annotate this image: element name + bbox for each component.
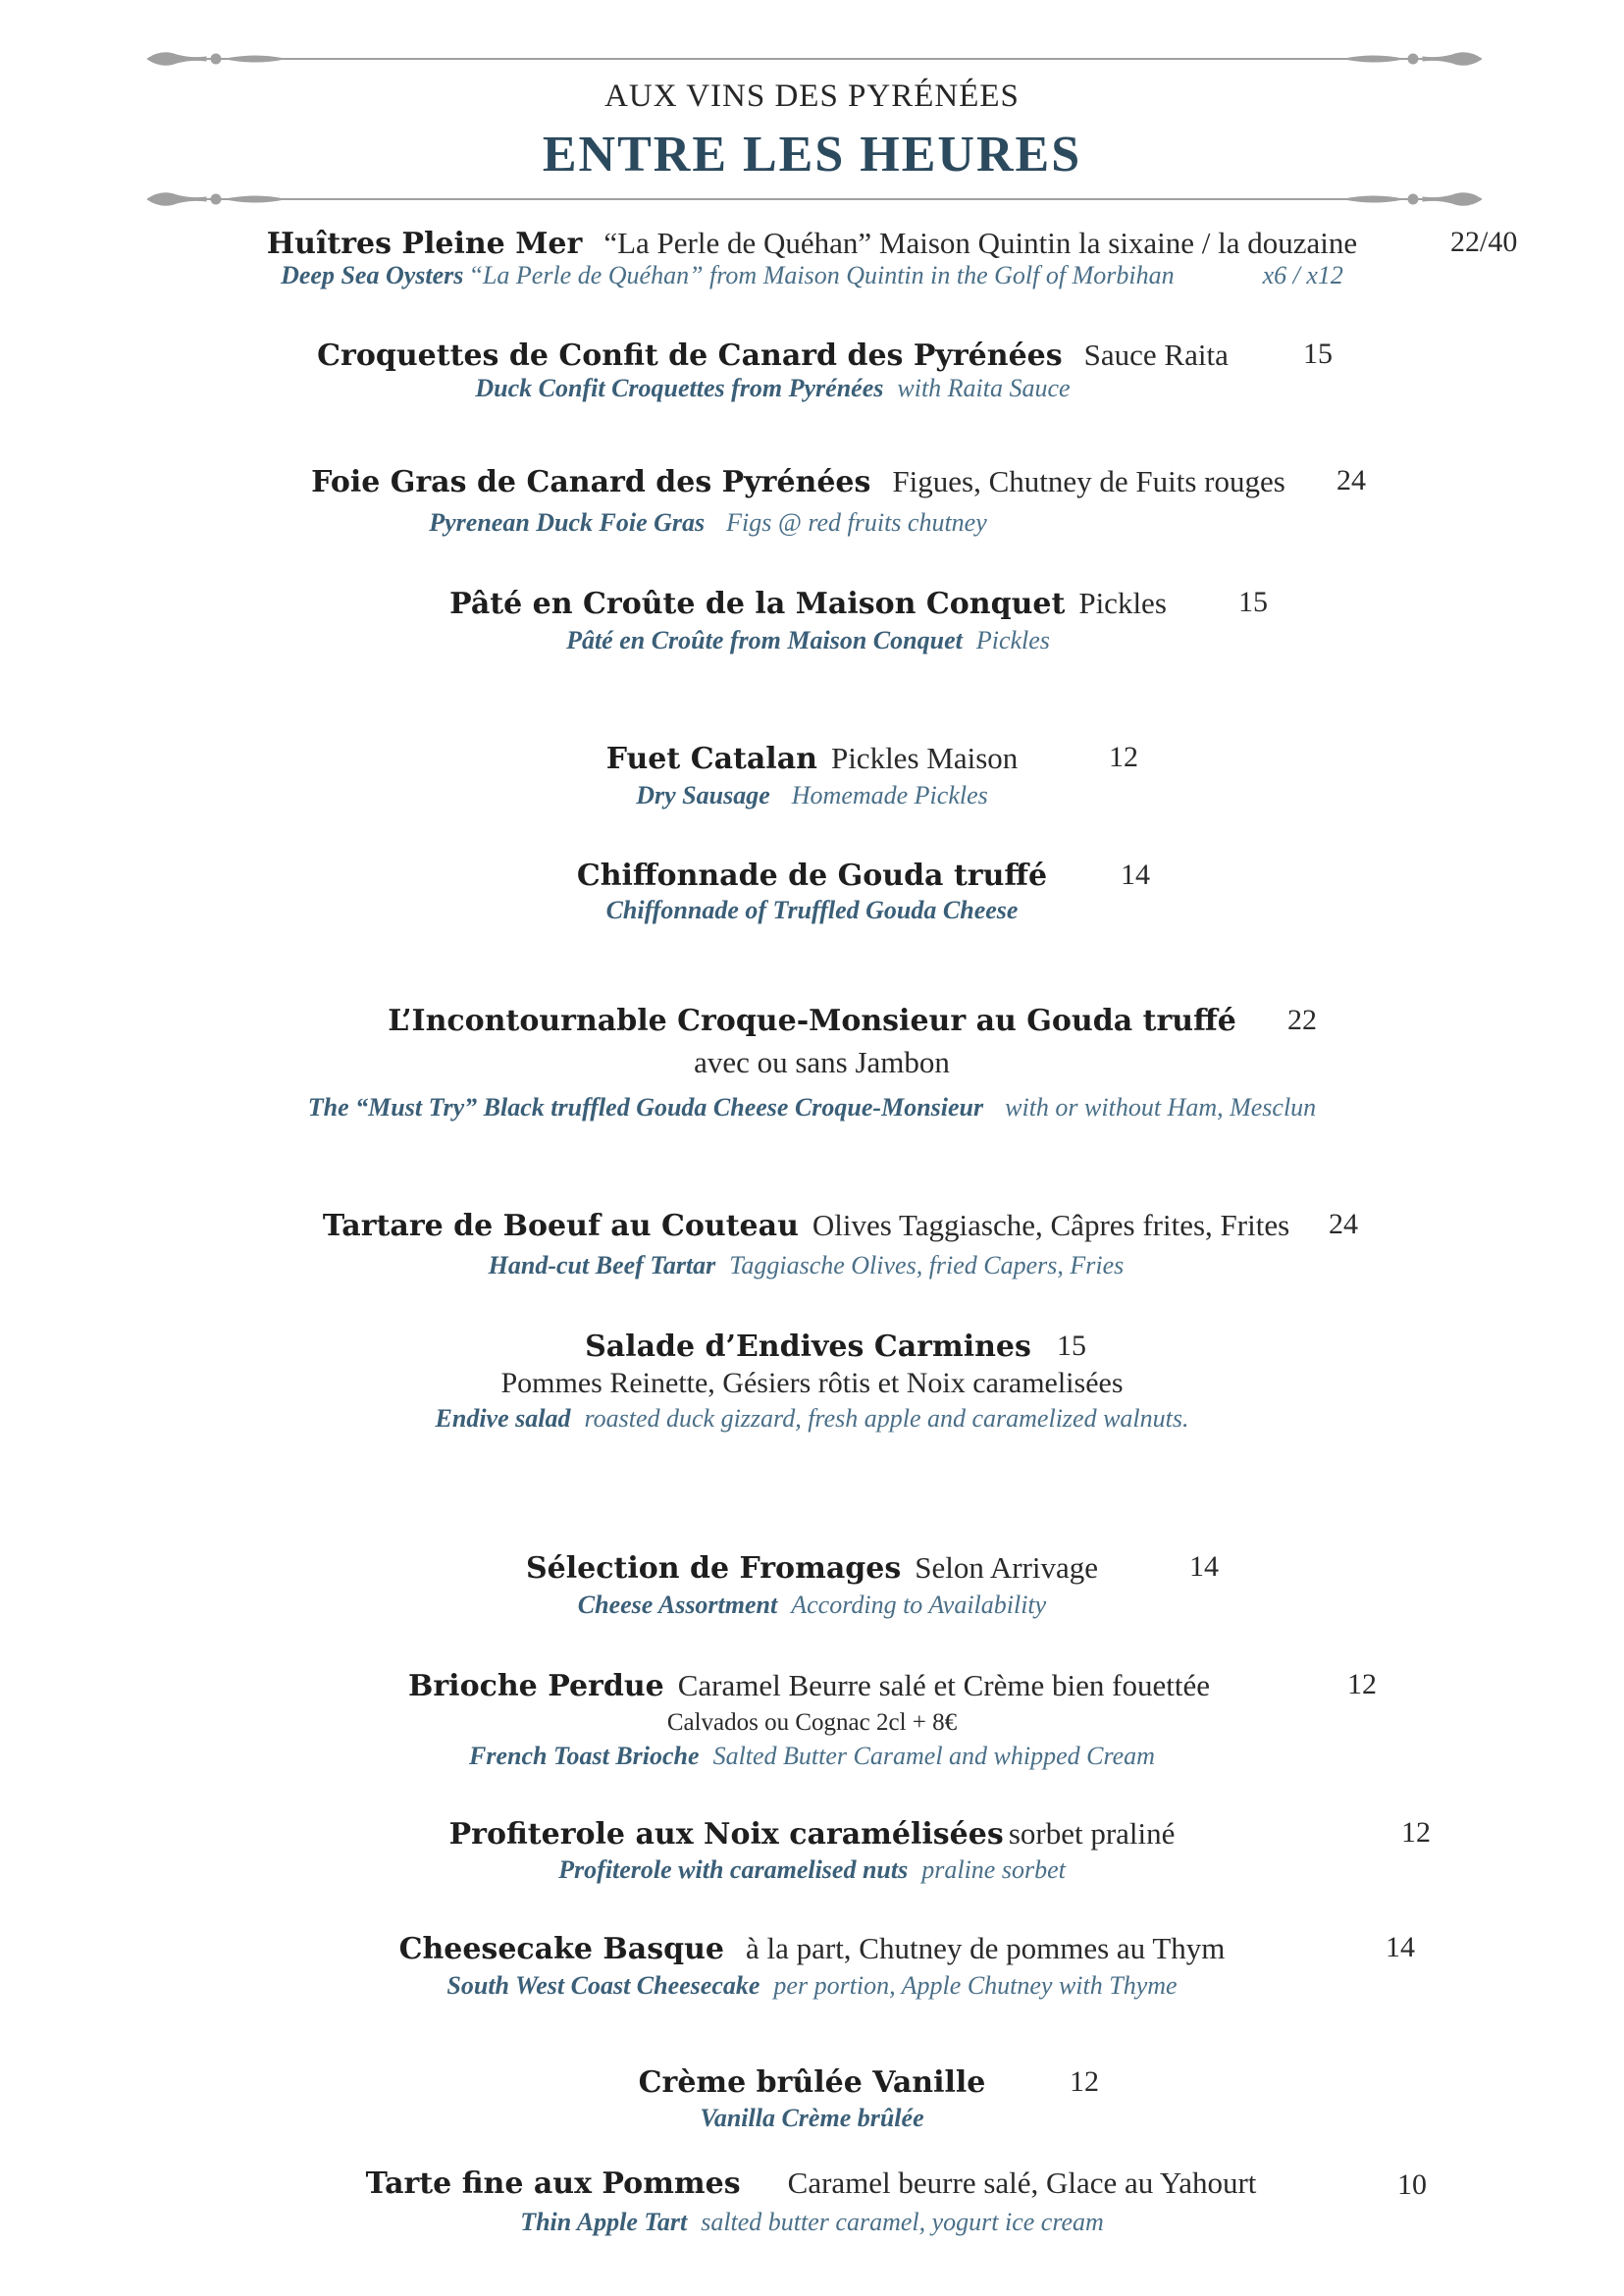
- bottom-ornament-divider: [147, 187, 1482, 211]
- item-french-name: Tarte fine aux Pommes: [365, 2166, 741, 2201]
- item-price: 12: [1070, 2065, 1099, 2098]
- item-english-line: [0, 1971, 1624, 2001]
- item-price: 22/40: [1450, 226, 1518, 258]
- restaurant-name: AUX VINS DES PYRÉNÉES: [604, 78, 1020, 114]
- item-french-name: Foie Gras de Canard des Pyrénées: [311, 465, 871, 499]
- item-english-name: Profiterole with caramelised nuts: [558, 1855, 909, 1884]
- item-french-line: [0, 1550, 1624, 1586]
- item-price: 15: [1238, 586, 1268, 618]
- item-english-description: Pickles: [975, 626, 1050, 654]
- item-french-name: Salade d’Endives Carmines: [585, 1330, 1031, 1364]
- item-french-line: [0, 1668, 1621, 1703]
- item-french-name: Brioche Perdue: [408, 1669, 664, 1703]
- item-english-name: Pyrenean Duck Foie Gras: [429, 508, 706, 537]
- item-english-description: Homemade Pickles: [791, 781, 988, 809]
- item-english-description: roasted duck gizzard, fresh apple and caramelized walnuts.: [584, 1404, 1189, 1433]
- item-price: 14: [1386, 1931, 1415, 1963]
- item-price: 10: [1397, 2168, 1427, 2201]
- item-french-name: Croquettes de Confit de Canard des Pyrénées: [317, 339, 1063, 373]
- item-french-description: à la part, Chutney de pommes au Thym: [745, 1931, 1226, 1965]
- item-english-line: [0, 1591, 1624, 1620]
- item-english-description: Taggiasche Olives, fried Capers, Fries: [729, 1251, 1125, 1279]
- item-french-subline: [10, 1045, 1624, 1080]
- item-french-line: [0, 1816, 1624, 1852]
- item-english-name: French Toast Brioche: [469, 1742, 700, 1770]
- item-english-line: [0, 2104, 1624, 2133]
- item-french-description: Figues, Chutney de Fuits rouges: [892, 464, 1285, 498]
- item-french-line: [0, 1004, 1624, 1038]
- item-french-subline: [0, 1367, 1624, 1400]
- item-french-line: [0, 226, 1624, 261]
- item-price: 15: [1303, 338, 1333, 370]
- item-english-line: [0, 1855, 1624, 1885]
- item-english-description: Salted Butter Caramel and whipped Cream: [712, 1742, 1155, 1770]
- item-english-name: Vanilla Crème brûlée: [700, 2104, 924, 2132]
- item-french-line: [0, 464, 1610, 499]
- item-english-line: [0, 1742, 1624, 1771]
- item-french-line: [0, 586, 1620, 621]
- item-french-line: [0, 338, 1585, 373]
- item-english-name: Chiffonnade of Truffled Gouda Cheese: [605, 896, 1019, 924]
- item-french-description: Pickles: [1078, 586, 1167, 620]
- item-english-description: salted butter caramel, yogurt ice cream: [701, 2208, 1104, 2236]
- item-english-name: Hand-cut Beef Tartar: [488, 1251, 716, 1279]
- item-french-line: [0, 1330, 1620, 1364]
- item-english-name: Pâté en Croûte from Maison Conquet: [566, 626, 963, 654]
- item-english-description: with or without Ham, Mesclun: [1005, 1093, 1317, 1122]
- item-price: 12: [1109, 741, 1138, 773]
- item-french-line: [0, 2065, 1624, 2100]
- item-french-name: L’Incontournable Croque-Monsieur au Gouda truffé: [388, 1004, 1236, 1038]
- item-price: 14: [1189, 1550, 1219, 1583]
- item-price: 24: [1336, 464, 1366, 496]
- item-english-name: The “Must Try” Black truffled Gouda Cheese Croque-Monsieur: [307, 1093, 984, 1122]
- item-english-description: “La Perle de Quéhan” from Maison Quintin in the Golf of Morbihan: [468, 261, 1175, 289]
- item-french-name: Profiterole aux Noix caramélisées: [448, 1817, 1004, 1852]
- item-english-description: per portion, Apple Chutney with Thyme: [773, 1971, 1178, 2000]
- item-english-line: [0, 1093, 1624, 1122]
- item-french-line: [0, 1208, 1618, 1243]
- item-english-line: [0, 626, 1620, 655]
- item-french-description: Selon Arrivage: [915, 1550, 1099, 1585]
- item-english-name: South West Coast Cheesecake: [446, 1971, 760, 2000]
- item-english-name: Endive salad: [435, 1404, 571, 1433]
- item-english-name: Thin Apple Tart: [520, 2208, 688, 2236]
- item-english-description: praline sorbet: [921, 1855, 1066, 1884]
- item-french-description: “La Perle de Quéhan” Maison Quintin la sixaine / la douzaine: [603, 226, 1358, 260]
- item-french-line: [0, 859, 1624, 893]
- item-french-line: [0, 741, 1624, 776]
- item-english-line: [0, 1404, 1624, 1434]
- item-price: 14: [1121, 859, 1150, 891]
- item-french-subdescription: avec ou sans Jambon: [694, 1045, 950, 1079]
- item-french-line: [0, 1931, 1624, 1966]
- item-english-line: [0, 374, 1585, 403]
- item-french-description: sorbet praliné: [1008, 1816, 1176, 1851]
- item-english-name: Cheese Assortment: [577, 1591, 778, 1619]
- item-english-line: [0, 896, 1624, 925]
- item-english-name: Deep Sea Oysters: [281, 261, 464, 289]
- item-french-subdescription: Calvados ou Cognac 2cl + 8€: [666, 1709, 958, 1736]
- item-price: 12: [1401, 1816, 1431, 1849]
- item-french-name: Fuet Catalan: [605, 742, 817, 776]
- item-french-description: Caramel beurre salé, Glace au Yahourt: [787, 2166, 1257, 2200]
- page-title: ENTRE LES HEURES: [542, 127, 1082, 183]
- item-french-description: Pickles Maison: [830, 741, 1019, 775]
- item-english-line: [0, 781, 1624, 810]
- item-french-description: Sauce Raita: [1083, 338, 1229, 372]
- item-english-quantity: x6 / x12: [1262, 261, 1343, 289]
- item-french-description: Olives Taggiasche, Câpres frites, Frites: [812, 1208, 1290, 1242]
- item-french-subline: [0, 1709, 1624, 1737]
- top-ornament-divider: [147, 47, 1482, 71]
- item-english-line: [0, 2208, 1624, 2237]
- item-french-name: Huîtres Pleine Mer: [266, 227, 583, 261]
- item-french-name: Cheesecake Basque: [398, 1932, 724, 1966]
- item-english-description: Figs @ red fruits chutney: [726, 508, 987, 537]
- item-french-name: Chiffonnade de Gouda truffé: [576, 859, 1048, 893]
- item-price: 22: [1287, 1004, 1317, 1036]
- item-french-name: Tartare de Boeuf au Couteau: [322, 1209, 799, 1243]
- item-english-line: [0, 261, 1624, 290]
- item-price: 12: [1347, 1668, 1377, 1700]
- item-french-description: Caramel Beurre salé et Crème bien fouettée: [677, 1668, 1210, 1702]
- item-english-description: According to Availability: [791, 1591, 1047, 1619]
- item-price: 15: [1057, 1330, 1086, 1362]
- item-english-name: Dry Sausage: [636, 781, 770, 809]
- item-french-name: Sélection de Fromages: [525, 1551, 902, 1586]
- item-french-subdescription: Pommes Reinette, Gésiers rôtis et Noix caramelisées: [500, 1367, 1124, 1399]
- item-french-name: Crème brûlée Vanille: [638, 2065, 986, 2100]
- item-english-line: [0, 508, 1520, 538]
- item-english-description: with Raita Sauce: [897, 374, 1071, 402]
- item-french-name: Pâté en Croûte de la Maison Conquet: [449, 587, 1066, 621]
- item-english-name: Duck Confit Croquettes from Pyrénées: [475, 374, 884, 402]
- item-price: 24: [1329, 1208, 1358, 1240]
- item-english-line: [0, 1251, 1618, 1280]
- item-french-line: [0, 2166, 1623, 2201]
